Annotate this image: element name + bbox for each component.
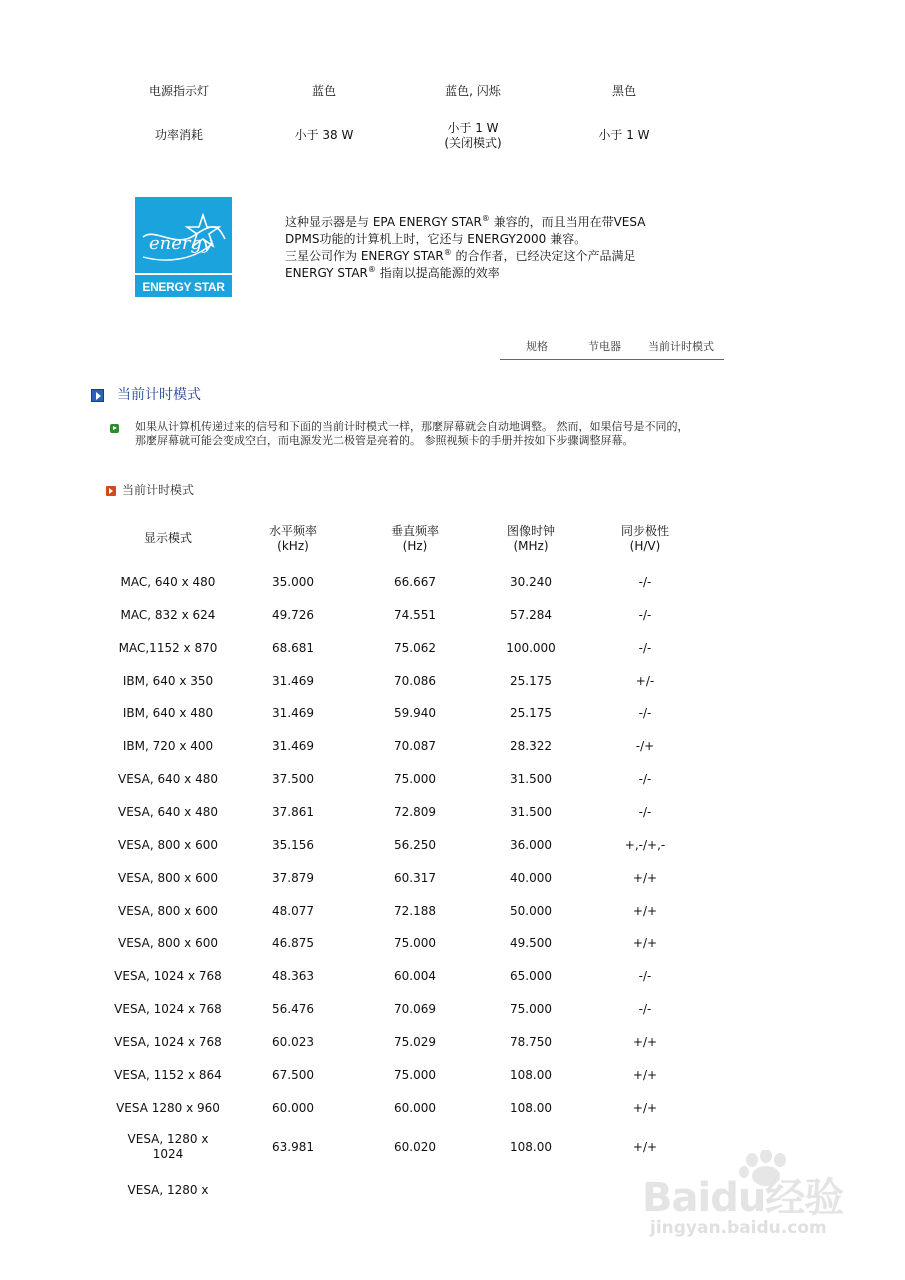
table-cell-mode: VESA, 800 x 600	[117, 904, 218, 918]
table-cell-h-freq: 63.981	[272, 1140, 314, 1154]
table-cell-clock: 25.175	[510, 706, 552, 720]
subsection-title: 当前计时模式	[122, 483, 195, 497]
table-cell-clock: 28.322	[510, 739, 552, 753]
table-cell-clock: 108.00	[510, 1068, 552, 1082]
watermark-url: jingyan.baidu.com	[650, 1218, 827, 1238]
table-cell-clock: 36.000	[510, 838, 552, 852]
power-indicator-standby: 蓝色, 闪烁	[445, 84, 501, 98]
table-row-mode-two-line: VESA, 1280 x 1024	[127, 1132, 209, 1161]
table-cell-v-freq: 60.020	[394, 1140, 436, 1154]
table-cell-sync: +,-/+,-	[624, 838, 666, 852]
energy-star-logo-text: ENERGY STAR	[142, 280, 225, 294]
table-cell-mode: VESA, 800 x 600	[117, 871, 218, 885]
table-cell-h-freq: 35.000	[272, 575, 314, 589]
energy-script-text: energy	[149, 233, 213, 254]
bullet-arrow-icon	[110, 424, 119, 433]
power-indicator-off: 黑色	[611, 84, 636, 98]
table-cell-clock: 108.00	[510, 1140, 552, 1154]
table-cell-v-freq: 56.250	[394, 838, 436, 852]
table-cell-v-freq: 72.188	[394, 904, 436, 918]
table-cell-mode: VESA, 800 x 600	[117, 838, 218, 852]
table-cell-clock: 25.175	[510, 674, 552, 688]
power-consumption-standby	[398, 121, 548, 151]
energy-star-description	[285, 214, 685, 282]
table-cell-mode: VESA, 1024 x 768	[114, 1002, 222, 1016]
table-cell-h-freq: 48.077	[272, 904, 314, 918]
table-cell-h-freq: 37.879	[272, 871, 314, 885]
table-cell-mode: VESA, 1024 x 768	[114, 1035, 222, 1049]
table-cell-mode: IBM, 640 x 350	[122, 674, 214, 688]
table-cell-v-freq: 60.000	[394, 1101, 436, 1115]
es-line-2: DPMS功能的计算机上时，它还与 ENERGY2000 兼容。	[285, 232, 587, 246]
table-cell-sync: +/+	[632, 1068, 658, 1082]
es-line-1: 这种显示器是与 EPA ENERGY STAR® 兼容的，而且当用在带VESA	[285, 214, 646, 229]
table-cell-v-freq: 75.000	[394, 1068, 436, 1082]
table-cell-sync: -/-	[638, 969, 652, 983]
table-cell-mode: VESA, 640 x 480	[117, 805, 218, 819]
table-cell-sync: -/-	[638, 772, 652, 786]
section-title: 当前计时模式	[117, 387, 201, 403]
table-cell-h-freq: 68.681	[272, 641, 314, 655]
table-cell-h-freq: 31.469	[272, 674, 314, 688]
table-cell-h-freq: 31.469	[272, 739, 314, 753]
table-cell-clock: 31.500	[510, 772, 552, 786]
table-cell-clock: 108.00	[510, 1101, 552, 1115]
table-cell-clock: 31.500	[510, 805, 552, 819]
table-cell-clock: 100.000	[506, 641, 556, 655]
table-cell-h-freq: 60.000	[272, 1101, 314, 1115]
table-cell-v-freq: 59.940	[394, 706, 436, 720]
subsection-arrow-icon	[106, 486, 116, 496]
table-cell-clock: 30.240	[510, 575, 552, 589]
table-row-mode-partial: VESA, 1280 x	[127, 1183, 209, 1197]
table-cell-v-freq: 60.004	[394, 969, 436, 983]
table-cell-v-freq: 70.069	[394, 1002, 436, 1016]
table-cell-sync: +/+	[632, 904, 658, 918]
power-consumption-label: 功率消耗	[154, 128, 203, 142]
header-sync-polarity: 同步极性 (H/V)	[620, 524, 669, 553]
power-indicator-label: 电源指示灯	[148, 84, 209, 98]
table-cell-mode: MAC,1152 x 870	[118, 641, 218, 655]
table-cell-sync: -/-	[638, 1002, 652, 1016]
header-display-mode: 显示模式	[143, 531, 192, 545]
table-cell-v-freq: 75.000	[394, 936, 436, 950]
table-cell-v-freq: 70.086	[394, 674, 436, 688]
table-cell-h-freq: 48.363	[272, 969, 314, 983]
table-cell-sync: +/+	[632, 871, 658, 885]
table-cell-h-freq: 37.861	[272, 805, 314, 819]
table-cell-h-freq: 37.500	[272, 772, 314, 786]
table-cell-v-freq: 60.317	[394, 871, 436, 885]
table-cell-v-freq: 75.000	[394, 772, 436, 786]
table-cell-sync: -/-	[638, 575, 652, 589]
watermark-brand: Baidu经验	[642, 1175, 844, 1221]
table-cell-v-freq: 70.087	[394, 739, 436, 753]
power-consumption-off: 小于 1 W	[598, 128, 650, 142]
table-cell-v-freq: 75.029	[394, 1035, 436, 1049]
table-cell-mode: MAC, 640 x 480	[120, 575, 216, 589]
table-cell-mode: VESA, 640 x 480	[117, 772, 218, 786]
table-cell-sync: -/-	[638, 608, 652, 622]
power-indicator-on: 蓝色	[311, 84, 336, 98]
table-cell-v-freq: 72.809	[394, 805, 436, 819]
table-cell-h-freq: 49.726	[272, 608, 314, 622]
table-cell-h-freq: 46.875	[272, 936, 314, 950]
table-cell-mode: VESA, 1152 x 864	[114, 1068, 222, 1082]
header-v-freq: 垂直频率 (Hz)	[390, 524, 439, 553]
table-cell-mode: VESA 1280 x 960	[116, 1101, 220, 1115]
nav-tab-specs[interactable]: 规格	[526, 340, 548, 353]
header-pixel-clock: 图像时钟 (MHz)	[506, 524, 555, 553]
power-consumption-standby-value: 小于 1 W	[447, 121, 499, 135]
energy-star-script-icon	[135, 197, 232, 275]
table-cell-clock: 40.000	[510, 871, 552, 885]
table-cell-sync: -/+	[635, 739, 655, 753]
table-cell-sync: +/-	[635, 674, 655, 688]
table-cell-sync: +/+	[632, 1035, 658, 1049]
table-cell-mode: IBM, 640 x 480	[122, 706, 214, 720]
table-cell-v-freq: 75.062	[394, 641, 436, 655]
energy-star-logo	[135, 197, 232, 297]
energy-star-band	[135, 273, 232, 297]
nav-tab-power-saver[interactable]: 节电器	[588, 340, 621, 353]
section-arrow-icon	[91, 389, 104, 402]
table-cell-v-freq: 66.667	[394, 575, 436, 589]
table-cell-clock: 50.000	[510, 904, 552, 918]
table-cell-mode: IBM, 720 x 400	[122, 739, 214, 753]
table-cell-h-freq: 60.023	[272, 1035, 314, 1049]
header-h-freq: 水平频率 (kHz)	[268, 524, 317, 553]
table-cell-sync: -/-	[638, 805, 652, 819]
table-cell-sync: +/+	[632, 936, 658, 950]
table-cell-mode: VESA, 800 x 600	[117, 936, 218, 950]
nav-tab-timing-modes[interactable]: 当前计时模式	[648, 340, 714, 353]
es-line-3: 三星公司作为 ENERGY STAR® 的合作者，已经决定这个产品满足	[285, 248, 636, 263]
table-cell-sync: +/+	[632, 1101, 658, 1115]
table-cell-h-freq: 67.500	[272, 1068, 314, 1082]
table-cell-clock: 65.000	[510, 969, 552, 983]
table-cell-h-freq: 31.469	[272, 706, 314, 720]
power-consumption-on: 小于 38 W	[294, 128, 354, 142]
table-cell-h-freq: 56.476	[272, 1002, 314, 1016]
section-paragraph: 如果从计算机传递过来的信号和下面的当前计时模式一样，那麼屏幕就会自动地调整。 然而，如果信号是不同的，那麼屏幕就可能会变成空白，而电源发光二极管是亮着的。 参照视频卡的手册并按如下步骤调整屏幕。	[135, 420, 689, 447]
table-cell-h-freq: 35.156	[272, 838, 314, 852]
table-cell-clock: 49.500	[510, 936, 552, 950]
table-cell-v-freq: 74.551	[394, 608, 436, 622]
table-cell-sync: -/-	[638, 641, 652, 655]
table-cell-clock: 78.750	[510, 1035, 552, 1049]
nav-divider	[500, 359, 724, 360]
table-cell-mode: MAC, 832 x 624	[120, 608, 216, 622]
table-cell-clock: 57.284	[510, 608, 552, 622]
es-line-4: ENERGY STAR® 指南以提高能源的效率	[285, 265, 500, 280]
power-consumption-standby-note: (关闭模式)	[444, 136, 502, 150]
table-cell-clock: 75.000	[510, 1002, 552, 1016]
table-cell-sync: +/+	[632, 1140, 658, 1154]
table-cell-sync: -/-	[638, 706, 652, 720]
table-cell-mode: VESA, 1024 x 768	[114, 969, 222, 983]
